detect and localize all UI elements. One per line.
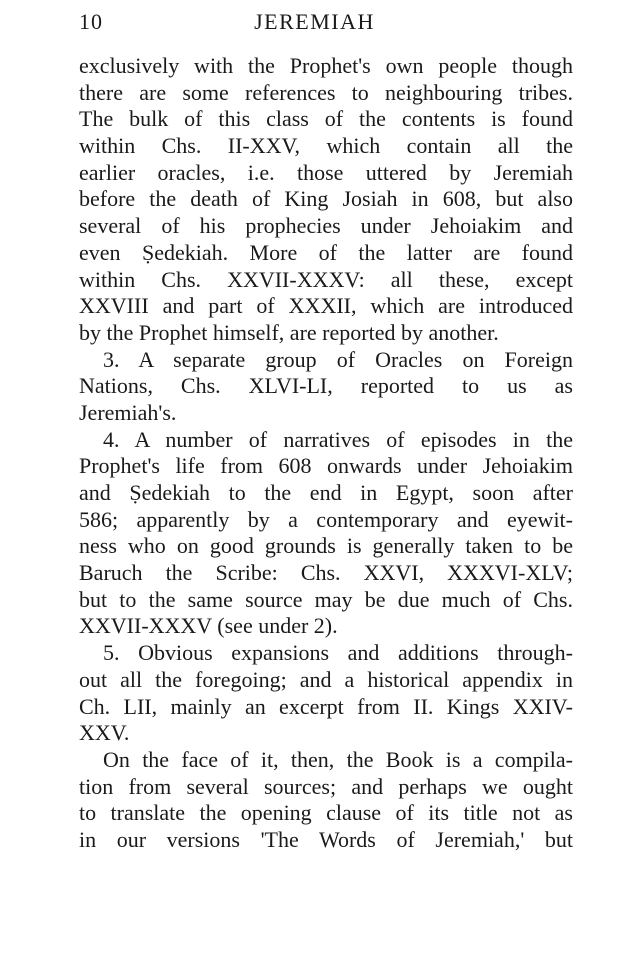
text-line: to translate the opening clause of its title not as bbox=[79, 800, 573, 826]
text-line: 5. Obvious expansions and additions through- bbox=[103, 640, 573, 666]
text-line: XXV. bbox=[79, 720, 130, 746]
text-line: 586; apparently by a contemporary and eyewit- bbox=[79, 506, 573, 532]
text-line: in our versions 'The Words of Jeremiah,' but bbox=[79, 826, 573, 852]
body-text bbox=[79, 53, 573, 854]
text-line: earlier oracles, i.e. those uttered by Jeremiah bbox=[79, 159, 573, 185]
running-title: JEREMIAH bbox=[254, 9, 375, 34]
text-line: 3. A separate group of Oracles on Foreign bbox=[103, 346, 573, 372]
text-line: exclusively with the Prophet's own people though bbox=[79, 53, 573, 78]
text-line: XXVIII and part of XXXII, which are introduced bbox=[79, 293, 573, 319]
text-line: within Chs. II-XXV, which contain all the bbox=[79, 133, 573, 159]
text-line: before the death of King Josiah in 608, but also bbox=[79, 186, 573, 212]
text-line: and Ṣedekiah to the end in Egypt, soon after bbox=[79, 480, 573, 505]
text-line: Nations, Chs. XLVI-LI, reported to us as bbox=[79, 373, 573, 399]
text-line: within Chs. XXVII-XXXV: all these, except bbox=[79, 266, 573, 292]
text-line: On the face of it, then, the Book is a compila- bbox=[103, 746, 573, 772]
text-line: Jeremiah's. bbox=[79, 399, 177, 425]
text-line: but to the same source may be due much of Chs. bbox=[79, 586, 573, 612]
text-line: Ch. LII, mainly an excerpt from II. Kings XXIV- bbox=[79, 693, 573, 719]
text-line: Prophet's life from 608 onwards under Jehoiakim bbox=[79, 453, 573, 479]
text-line: Baruch the Scribe: Chs. XXVI, XXXVI-XLV; bbox=[79, 560, 573, 586]
text-line: out all the foregoing; and a historical appendix in bbox=[79, 666, 573, 692]
text-line: even Ṣedekiah. More of the latter are found bbox=[79, 239, 573, 265]
text-line: by the Prophet himself, are reported by another. bbox=[79, 319, 499, 345]
text-line: tion from several sources; and perhaps we ought bbox=[79, 773, 573, 799]
page-number: 10 bbox=[79, 9, 103, 34]
text-line: several of his prophecies under Jehoiakim and bbox=[79, 213, 573, 239]
text-line: The bulk of this class of the contents is found bbox=[79, 106, 573, 132]
text-line: there are some references to neighbouring tribes. bbox=[79, 79, 573, 105]
text-line: XXVII-XXXV (see under 2). bbox=[79, 613, 338, 639]
text-line: ness who on good grounds is generally taken to be bbox=[79, 533, 573, 559]
text-line: 4. A number of narratives of episodes in the bbox=[103, 426, 573, 452]
